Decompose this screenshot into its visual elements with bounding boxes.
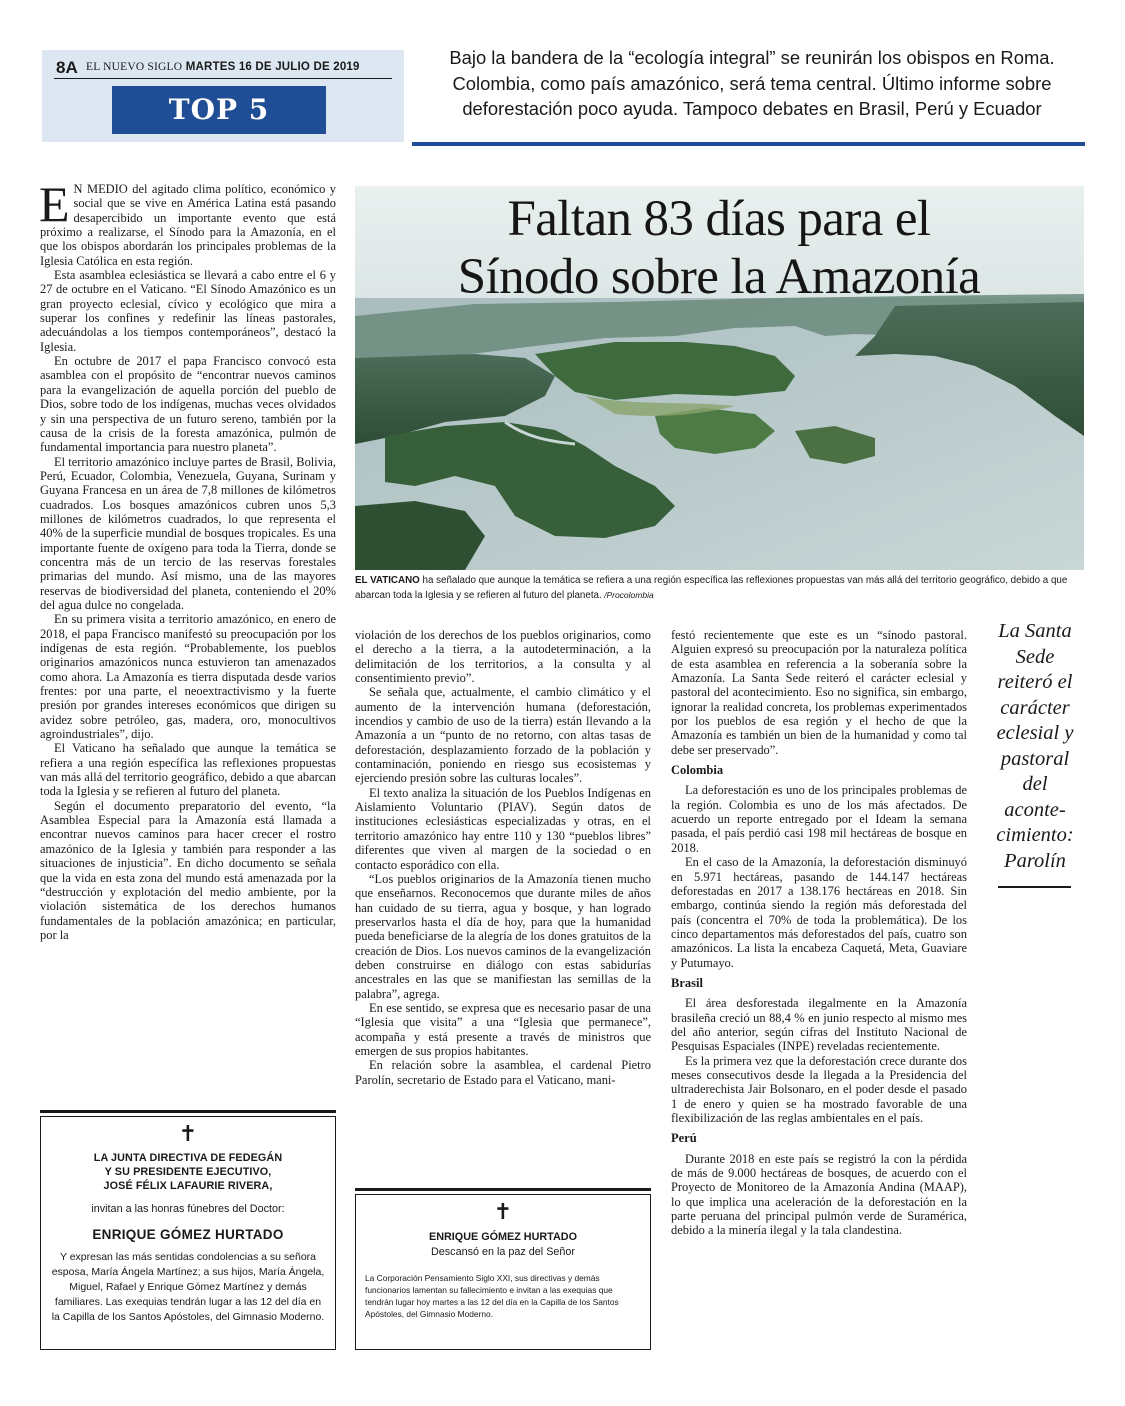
article-paragraph: Durante 2018 en este país se registró la con la pérdida de más de 9.000 hectáreas de bosques, de acuerdo con el Proyecto de Monitoreo de la Amazonía Andina (MAAP), lo que implica una aceleración de la deforestación en la parte peruana del principal pulmón verde de Suramérica, debido a la minería ilegal y la tala clandestina. [671, 1151, 967, 1238]
article-paragraph: E N MEDIO del agitado clima político, económico y social que se vive en América Latina está pasando desapercibido un importante evento que está próximo a realizarse, el Sínodo para la Amazonía, en el que los obispos abordarán los principales problemas de la Iglesia Católica en esta región. [39, 176, 336, 268]
obituary-heading-line: Y SU PRESIDENTE EJECUTIVO, [104, 1166, 272, 1178]
cross-icon: ✝ [493, 1200, 513, 1225]
article-paragraph: Según el documento preparatorio del evento, “la Asamblea Especial para la Amazonía está llamada a encontrar nuevos caminos para hacer crecer el rostro amazónico de la Iglesia y también para responder a las situaciones de injusticia”. En dicho documento se señala que la vida en esta zona del mundo está amenazada por la “destrucción y explotación del medio ambiente, por la violación sistemática de los derechos humanos fundamentales de la población amazónica; en particular, por la [40, 798, 336, 942]
pull-quote-line: Parolín [1004, 849, 1066, 872]
pull-quote [985, 619, 1085, 874]
pull-quote-line: cimiento: [996, 824, 1074, 846]
page-number: 8A [56, 58, 78, 77]
deck-line: Bajo la bandera de la “ecología integral” se reunirán los obispos en Roma. [449, 47, 1055, 68]
article-column-3 [671, 628, 967, 1238]
article-deck [410, 45, 1094, 122]
article-paragraph: El texto analiza la situación de los Pueblos Indígenas en Aislamiento Voluntario (PIAV). Según datos de instituciones eclesiásticas especializadas y otras, en el territorio amazónico hay entre 110 y 130 “pueblos libres” diferentes que viven al margen de la sociedad o en contacto esporádico con ella. [355, 785, 651, 872]
deck-line: Colombia, como país amazónico, será tema central. Último informe sobre [452, 72, 1052, 94]
article-paragraph: En su primera visita a territorio amazónico, en enero de 2018, el papa Francisco manifestó su preocupación por los indígenas de esta región. “Probablemente, los pueblos originarios amazónicos nunca estuvieron tan amenazados como ahora. La Amazonía es tierra disputada desde varios frentes: por una parte, el neoextractivismo y la fuerte presión por grandes intereses económicos que dirigen su avidez sobre petróleo, gas, madera, oro, monocultivos agroindustriales”, dijo. [40, 612, 336, 742]
headline-line: Sínodo sobre la Amazonía [457, 249, 981, 305]
headline-line: Faltan 83 días para el [507, 191, 931, 247]
section-label: TOP 5 [112, 86, 326, 134]
cross-icon: ✝ [178, 1122, 198, 1147]
article-paragraph: violación de los derechos de los pueblos originarios, como el derecho a la tierra, a la autodeterminación, a la delimitación de los territorios, a la consulta y al consentimiento previo”. [355, 628, 651, 686]
caption-lead: EL VATICANO [355, 575, 420, 586]
subhead-peru: Perú [671, 1131, 697, 1146]
obituary-top-rule [40, 1110, 336, 1113]
photo-caption [355, 574, 1084, 603]
article-paragraph: festó recientemente que este es un “sínodo pastoral. Alguien expresó su preocupación por la naturaleza política de esta asamblea en referencia a la soberanía sobre la Amazonía. La Santa Sede reiteró el carácter eclesial y pastoral del acontecimiento. Eso no significa, sin embargo, ignorar la realidad concreta, los problemas experimentados por los pueblos de esa región y el hecho de que la Amazonía es también un bien de la humanidad y como tal debe ser preservado”. [671, 628, 967, 757]
article-paragraph: Esta asamblea eclesiástica se llevará a cabo entre el 6 y 27 de octubre en el Vaticano. “El Sínodo Amazónico es un gran proyecto eclesial, cívico y ecológico que mira a superar los confines y redefinir las líneas pastorales, adecuándolas a los tiempos contemporáneos”, destacó la Iglesia. [40, 268, 336, 354]
obituary-top-rule [355, 1188, 651, 1191]
paper-name: EL NUEVO SIGLO [86, 61, 183, 73]
caption-text: ha señalado que aunque la temática se refiera a una región específica las reflexiones propuestas van más allá del territorio geográfico, debido a que abarcan toda la Iglesia y se refieren al futuro del planeta. [355, 575, 1068, 601]
pull-quote-line: aconte- [1004, 798, 1066, 821]
article-column-1 [39, 176, 336, 942]
deck-line: deforestación poco ayuda. Tampoco debates en Brasil, Perú y Ecuador [462, 98, 1042, 119]
article-paragraph: En el caso de la Amazonía, la deforestación disminuyó en 5.971 hectáreas, pasando de 144.147 hectáreas deforestadas en 2017 a 138.176 hectáreas en 2018. Sin embargo, continúa siendo la región más deforestada del país (concentra el 70% de toda la problemática). De los cinco departamentos más deforestados del país, cuatro son amazónicos. La lista la encabeza Caquetá, Meta, Guaviare y Putumayo. [671, 855, 967, 970]
drop-cap: E [39, 176, 70, 232]
pull-quote-rule [998, 886, 1071, 888]
obituary-invite: invitan a las honras fúnebres del Doctor: [91, 1203, 285, 1215]
pull-quote-line: del [1022, 773, 1048, 795]
pull-quote-line: reiteró el [997, 671, 1073, 693]
dateline [86, 61, 360, 73]
pull-quote-line: La Santa [998, 620, 1072, 642]
article-paragraph: En relación sobre la asamblea, el cardenal Pietro Parolín, secretario de Estado para el Vaticano, mani- [355, 1058, 651, 1087]
header-rule [54, 78, 392, 79]
obituary-name: ENRIQUE GÓMEZ HURTADO [92, 1226, 284, 1242]
article-column-2 [355, 628, 651, 1087]
obituary-heading-line: LA JUNTA DIRECTIVA DE FEDEGÁN [93, 1152, 283, 1164]
deck-rule [412, 142, 1085, 146]
article-paragraph: “Los pueblos originarios de la Amazonía tienen mucho que enseñarnos. Reconocemos que durante miles de años han cuidado de su tierra, agua y bosque, y han logrado preservarlos hasta el día de hoy, para que la humanidad pueda beneficiarse de la alegría de los dones gratuitos de la creación de Dios. Los nuevos caminos de la evangelización deben construirse en diálogo con estas sabidurías ancestrales en las que se manifiestan las semillas de la palabra”, agrega. [355, 871, 651, 1001]
article-paragraph: Es la primera vez que la deforestación crece durante dos meses consecutivos desde la llegada a la Presidencia del ultraderechista Jair Bolsonaro, en el poder desde el pasado 1 de enero y quien se ha mostrado favorable de una flexibilización de las reglas ambientales en el país. [671, 1053, 967, 1125]
article-paragraph: En octubre de 2017 el papa Francisco convocó esta asamblea con el propósito de “encontrar nuevos caminos para la evangelización de aquella porción del pueblo de Dios, sobre todo de los indígenas, muchas veces olvidados y sin una perspectiva de un futuro sereno, también por la causa de la crisis de la foresta amazónica, pulmón de fundamental importancia para nuestro planeta”. [40, 354, 336, 455]
article-paragraph: La deforestación es uno de los principales problemas de la región. Colombia es uno de los más afectados. De acuerdo un reporte entregado por el Ideam la semana pasada, el país perdió casi 198 mil hectáreas de bosque en 2018. [671, 783, 967, 855]
obituary-notice-pensamiento [355, 1194, 651, 1350]
obituary-heading-line: JOSÉ FÉLIX LAFAURIE RIVERA, [103, 1180, 273, 1192]
pull-quote-line: pastoral [1000, 747, 1070, 770]
subhead-brasil: Brasil [671, 975, 703, 990]
issue-date: MARTES 16 DE JULIO DE 2019 [185, 61, 360, 73]
article-paragraph: El territorio amazónico incluye partes de Brasil, Bolivia, Perú, Ecuador, Colombia, Venezuela, Guyana, Surinam y Guyana Francesa en un área de 7,8 millones de kilómetros cuadrados. Los bosques amazónicos cubren unos 5,3 millones de kilómetros cuadrados, lo que representa el 40% de la superficie mundial de bosques tropicales. Es una importante fuente de oxígeno para toda la Tierra, donde se concentra más de un tercio de las reservas forestales primarias del mundo. Así mismo, una de las mayores reservas de biodiversidad del planeta, conteniendo el 20% del agua dulce no congelada. [40, 454, 336, 612]
article-paragraph: El área desforestada ilegalmente en la Amazonía brasileña creció un 88,4 % en junio respecto al mismo mes del año anterior, según cifras del Instituto Nacional de Pesquisas Espaciales (INPE) reveladas recientemente. [671, 996, 967, 1054]
pull-quote-line: Sede [1015, 645, 1055, 668]
pull-quote-line: carácter [1000, 696, 1070, 719]
obituary-subtitle: Descansó en la paz del Señor [430, 1246, 576, 1258]
article-paragraph: En ese sentido, se expresa que es necesario pasar de una “Iglesia que visita” a una “Iglesia que permanece”, acompaña y está presente a través de ministros que emergen de sus propios habitantes. [355, 1000, 651, 1058]
obituary-body: La Corporación Pensamiento Siglo XXI, sus directivas y demás funcionarios lamentan su fallecimiento e invitan a las exequias que tendrán lugar hoy martes a las 12 del día en la Capilla de los Santos Apóstoles, del Gimnasio Moderno. [365, 1272, 619, 1320]
article-paragraph: Se señala que, actualmente, el cambio climático y el aumento de la intervención humana (deforestación, incendios y cambio de uso de la tierra) están llevando a la Amazonía a un “punto de no retorno, con altas tasas de deforestación, desplazamiento forzado de la población y contaminación, poniendo en riesgo sus ecosistemas y ejerciendo presión sobre las culturas locales”. [355, 685, 651, 786]
obituary-name: ENRIQUE GÓMEZ HURTADO [429, 1231, 577, 1243]
article-paragraph: El Vaticano ha señalado que aunque la temática se refiera a una región específica las reflexiones propuestas van más allá del territorio geográfico, debido a que abarcan toda la Iglesia y se refieren al futuro del planeta. [40, 741, 336, 799]
subhead-colombia: Colombia [671, 763, 724, 778]
obituary-notice-fedegan [40, 1116, 336, 1350]
photo-credit: /Procolombia [601, 590, 654, 600]
headline [370, 190, 1068, 306]
pull-quote-line: eclesial y [996, 722, 1074, 744]
obituary-body: Y expresan las más sentidas condolencias a su señora esposa, María Ángela Martínez; a sus hijos, María Ángela, Miguel, Rafael y Enrique Gómez Martínez y demás familiares. Las exequias tendrán lugar a las 12 del día en la Capilla de los Santos Apóstoles, del Gimnasio Moderno. [51, 1250, 325, 1324]
